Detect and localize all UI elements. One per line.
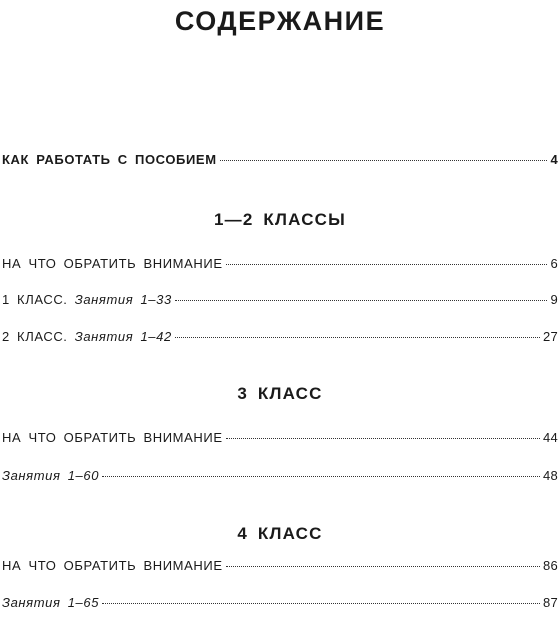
toc-entry-text: 1 КЛАСС. Занятия 1–33	[2, 292, 172, 307]
toc-page-number: 48	[542, 468, 558, 483]
toc-page-number: 86	[542, 558, 558, 573]
dot-leader	[226, 264, 548, 265]
section-heading-grade-4: 4 КЛАСС	[237, 524, 323, 543]
section-heading-grades-1-2: 1—2 КЛАССЫ	[214, 210, 346, 229]
toc-entry-how-to-use[interactable]	[2, 152, 558, 172]
section-heading-grade-3: 3 КЛАСС	[237, 384, 323, 403]
dot-leader	[175, 300, 548, 301]
toc-entry-text: 2 КЛАСС. Занятия 1–42	[2, 329, 172, 344]
toc-entry-text: НА ЧТО ОБРАТИТЬ ВНИМАНИЕ	[2, 430, 223, 445]
page-title: СОДЕРЖАНИЕ	[174, 6, 386, 36]
toc-page-number: 87	[542, 595, 558, 610]
toc-page-number: 44	[542, 430, 558, 445]
toc-entry[interactable]	[2, 595, 558, 615]
toc-entry[interactable]	[2, 558, 558, 578]
toc-page-number: 27	[542, 329, 558, 344]
toc-entry-text: КАК РАБОТАТЬ С ПОСОБИЕМ	[2, 152, 217, 167]
toc-entry[interactable]	[2, 329, 558, 349]
dot-leader	[102, 603, 540, 604]
toc-entry[interactable]	[2, 430, 558, 450]
toc-entry-text: Занятия 1–60	[2, 468, 100, 483]
dot-leader	[175, 337, 540, 338]
toc-entry[interactable]	[2, 468, 558, 488]
toc-entry[interactable]	[2, 256, 558, 276]
toc-page-number: 4	[550, 152, 558, 167]
toc-page-number: 9	[550, 292, 558, 307]
dot-leader	[102, 476, 540, 477]
dot-leader	[220, 160, 548, 161]
toc-entry-text: НА ЧТО ОБРАТИТЬ ВНИМАНИЕ	[2, 256, 223, 271]
toc-entry-text: НА ЧТО ОБРАТИТЬ ВНИМАНИЕ	[2, 558, 223, 573]
dot-leader	[226, 566, 540, 567]
toc-entry[interactable]	[2, 292, 558, 312]
toc-entry-text: Занятия 1–65	[2, 595, 100, 610]
dot-leader	[226, 438, 540, 439]
toc-page-number: 6	[550, 256, 558, 271]
